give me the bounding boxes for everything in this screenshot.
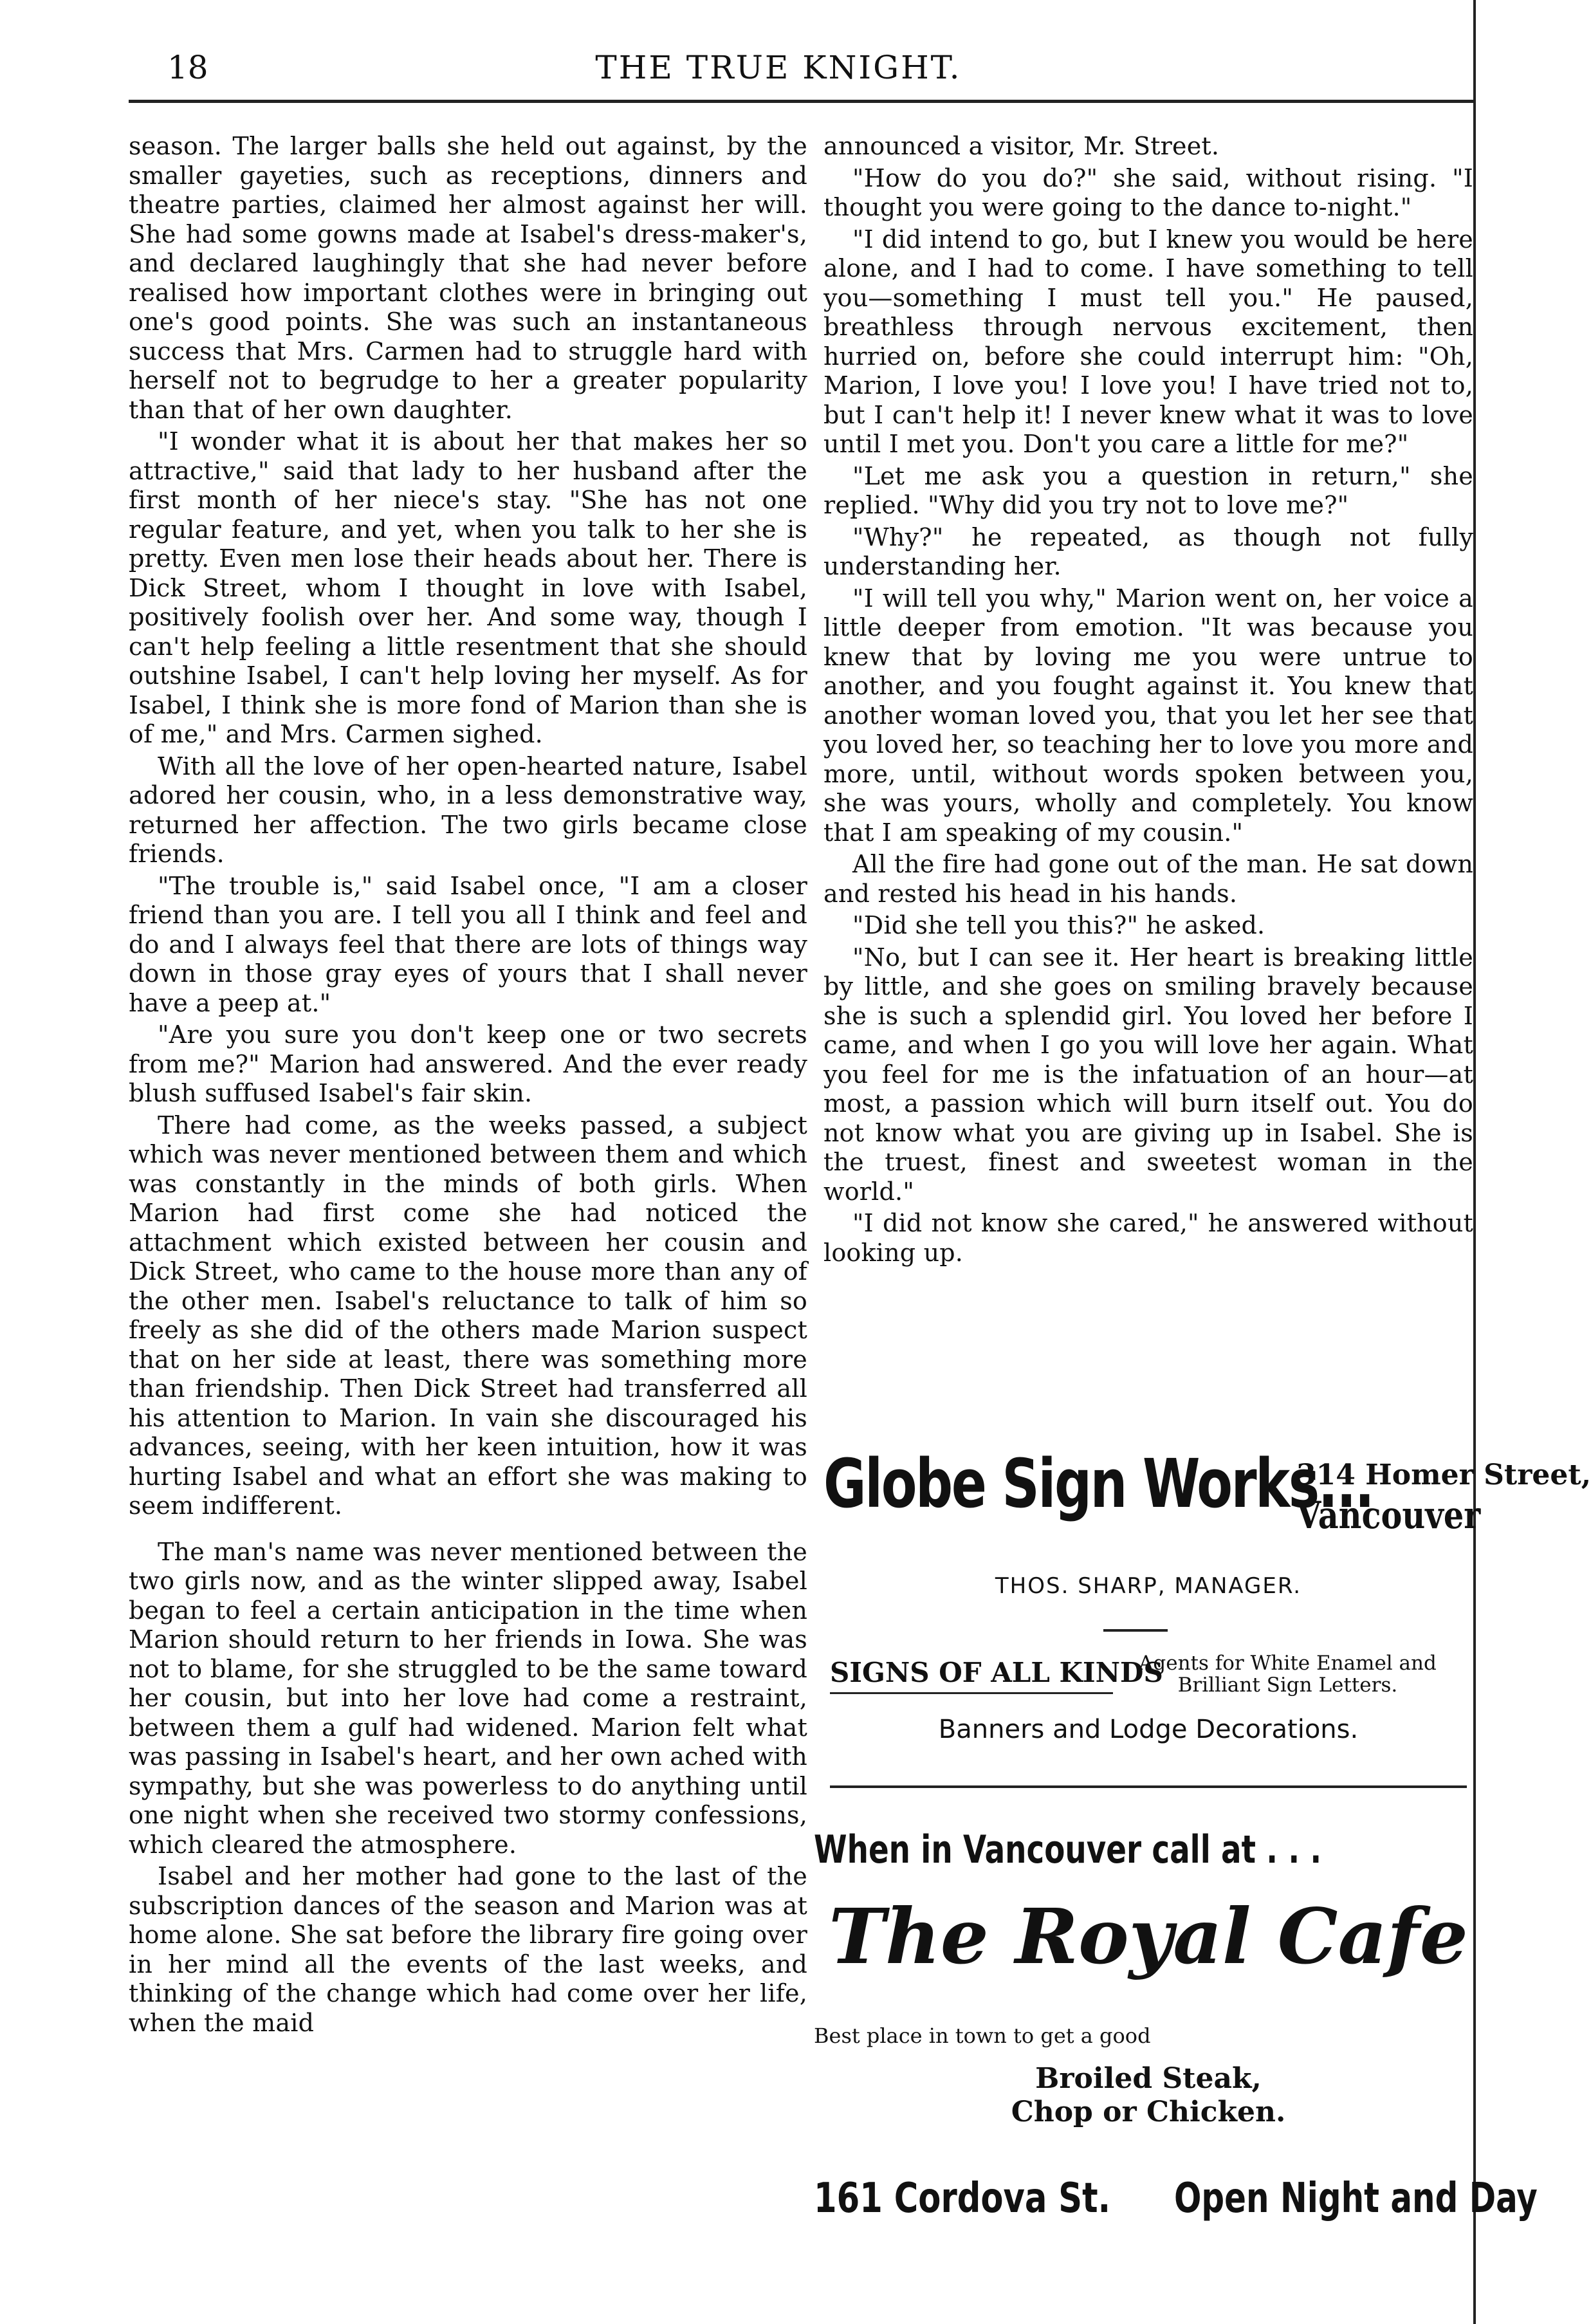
paragraph: "No, but I can see it. Her heart is breaking little by little, and she goes on smiling bravely because she is such a splendid girl. You loved her before I came, and when I go you will love her again. What you feel for me is the infatuation of an hour—at most, a passion which will burn itself out. You do not know what you are giving up in Isabel. She is the truest, finest and sweetest woman in the world." bbox=[823, 943, 1473, 1206]
signs-underline bbox=[830, 1692, 1113, 1694]
header-rule bbox=[129, 100, 1473, 103]
page-number: 18 bbox=[167, 49, 208, 86]
paragraph: "Are you sure you don't keep one or two secrets from me?" Marion had answered. And the ever ready blush suffused Isabel's fair skin. bbox=[129, 1020, 807, 1107]
paragraph: Isabel and her mother had gone to the last of the subscription dances of the season and Marion was at home alone. She sat before the library fire going over in her mind all the events of the last weeks, and thinking of the change which had come over her life, when the maid bbox=[129, 1862, 807, 2037]
globe-ad-signs: SIGNS OF ALL KINDS bbox=[830, 1657, 1163, 1688]
paragraph: "Why?" he repeated, as though not fully understanding her. bbox=[823, 522, 1473, 580]
globe-ad-city: Vancouver bbox=[1296, 1493, 1481, 1537]
paragraph: "I wonder what it is about her that makes her so attractive," said that lady to her husband after the first month of her niece's stay. "She has not one regular feature, and yet, when you talk to her she is pretty. Even men lose their heads about her. There is Dick Street, whom I thought in love with Isabel, positively foolish over her. And some way, though I can't help feeling a little resentment that she should outshine Isabel, I can't help loving her myself. As for Isabel, I think she is more fond of Marion than she is of me," and Mrs. Carmen sighed. bbox=[129, 427, 807, 748]
paragraph: "I did not know she cared," he answered without looking up. bbox=[823, 1209, 1473, 1267]
page-header bbox=[129, 37, 1428, 95]
globe-sign-works-ad bbox=[823, 1444, 1591, 1554]
royal-cafe-name: The Royal Cafe bbox=[829, 1892, 1468, 1981]
royal-cafe-menu bbox=[823, 2062, 1473, 2129]
globe-ad-name: Globe Sign Works... bbox=[823, 1444, 1374, 1523]
paragraph: "I did intend to go, but I knew you would be here alone, and I had to come. I have something to tell you—something I must tell you." He paused, breathless through nervous excitement, then hurried on, before she could interrupt him: "Oh, Marion, I love you! I love you! I have tried not to, but I can't help it! I never knew what it was to love until I met you. Don't you care a little for me?" bbox=[823, 225, 1473, 458]
menu-line: Chop or Chicken. bbox=[1011, 2096, 1286, 2128]
paragraph: "Did she tell you this?" he asked. bbox=[852, 911, 1265, 939]
agents-line: Agents for White Enamel and bbox=[1139, 1652, 1437, 1675]
ad-separator bbox=[830, 1785, 1467, 1788]
royal-cafe-tagline: Best place in town to get a good bbox=[814, 2024, 1151, 2048]
paragraph: "I will tell you why," Marion went on, her voice a little deeper from emotion. "It was because you knew that by loving me you were untrue to another, and you fought against it. You knew that another woman loved you, that you let her see that you loved her, so teaching her to love you more and more, until, without words spoken between you, she was yours, wholly and completely. You know that I am speaking of my cousin." bbox=[823, 584, 1473, 847]
running-title: THE TRUE KNIGHT. bbox=[595, 49, 962, 86]
paragraph: All the fire had gone out of the man. He sat down and rested his head in his hands. bbox=[823, 850, 1473, 908]
menu-line: Broiled Steak, bbox=[1035, 2062, 1262, 2095]
paragraph: With all the love of her open-hearted nature, Isabel adored her cousin, who, in a less demonstrative way, returned her affection. The two girls became close friends. bbox=[129, 752, 807, 868]
agents-line: Brilliant Sign Letters. bbox=[1177, 1674, 1398, 1697]
paragraph: The man's name was never mentioned between the two girls now, and as the winter slipped away, Isabel began to feel a certain anticipation in the time when Marion should return to her friends in Iowa. She was not to blame, for she struggled to be the same toward her cousin, but into her love had come a restraint, between them a gulf had widened. Marion felt what was passing in Isabel's heart, and her own ached with sympathy, but she was powerless to do anything until one night when she received two stormy confessions, which cleared the atmosphere. bbox=[129, 1537, 807, 1859]
paragraph: "Let me ask you a question in return," she replied. "Why did you try not to love me?" bbox=[823, 461, 1473, 519]
paragraph: season. The larger balls she held out against, by the smaller gayeties, such as receptions, dinners and theatre parties, claimed her almost against her will. She had some gowns made at Isabel's dress-maker's, and declared laughingly that she had never before realised how important clothes were in bringing out one's good points. She was such an instantaneous success that Mrs. Carmen had to struggle hard with herself not to begrudge to her a greater popularity than that of her own daughter. bbox=[129, 132, 807, 424]
globe-ad-banners: Banners and Lodge Decorations. bbox=[938, 1715, 1359, 1744]
royal-cafe-address: 161 Cordova St. bbox=[814, 2175, 1111, 2222]
left-column bbox=[129, 132, 807, 2040]
ad-divider bbox=[1103, 1629, 1168, 1632]
page-edge-rule bbox=[1473, 0, 1476, 2324]
globe-ad-manager: THOS. SHARP, MANAGER. bbox=[995, 1573, 1302, 1599]
royal-cafe-hours: Open Night and Day bbox=[1174, 2175, 1538, 2222]
paragraph: announced a visitor, Mr. Street. bbox=[823, 132, 1220, 160]
paragraph: "The trouble is," said Isabel once, "I am a closer friend than you are. I tell you all I think and feel and do and I always feel that there are lots of things way down in those gray eyes of yours that I shall never have a peep at." bbox=[129, 871, 807, 1017]
royal-cafe-invite: When in Vancouver call at . . . bbox=[814, 1827, 1322, 1872]
globe-ad-address: 314 Homer Street, bbox=[1296, 1459, 1591, 1491]
paragraph: There had come, as the weeks passed, a subject which was never mentioned between them and which was constantly in the minds of both girls. When Marion had first come she had noticed the attachment which existed between her cousin and Dick Street, who came to the house more than any of the other men. Isabel's reluctance to talk of him so freely as she did of the others made Marion suspect that on her side at least, there was something more than friendship. Then Dick Street had transferred all his attention to Marion. In vain she discouraged his advances, seeing, with her keen intuition, how it was hurting Isabel and what an effort she was making to seem indifferent. bbox=[129, 1111, 807, 1520]
paragraph: "How do you do?" she said, without rising. "I thought you were going to the dance to-night." bbox=[823, 163, 1473, 221]
globe-ad-agents bbox=[1139, 1652, 1437, 1696]
right-column bbox=[823, 132, 1473, 1270]
